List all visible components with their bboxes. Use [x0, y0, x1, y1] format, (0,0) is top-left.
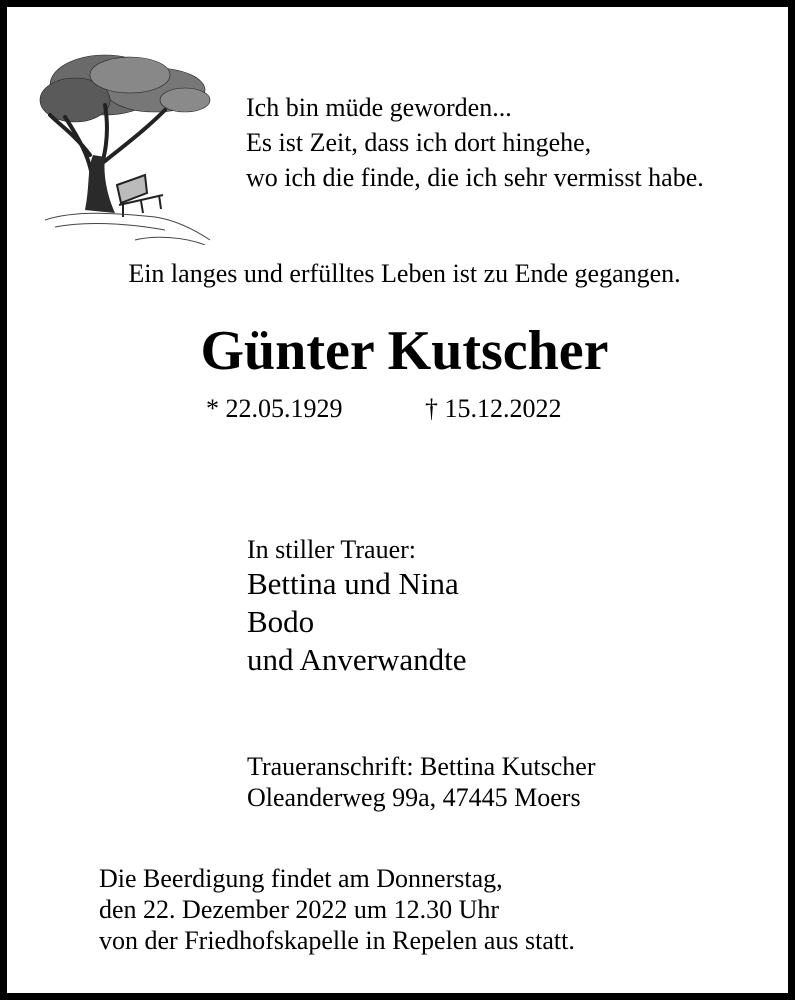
- address-line: Traueranschrift: Bettina Kutscher: [247, 752, 596, 781]
- poem: [246, 90, 704, 195]
- address-line: Oleanderweg 99a, 47445 Moers: [247, 783, 581, 812]
- poem-line: Ich bin müde geworden...: [246, 93, 512, 122]
- funeral-line: den 22. Dezember 2022 um 12.30 Uhr: [99, 895, 500, 924]
- funeral-line: von der Friedhofskapelle in Repelen aus statt.: [99, 926, 575, 955]
- birth-date: * 22.05.1929: [206, 394, 343, 423]
- death-date: † 15.12.2022: [425, 394, 562, 423]
- mourner-name: Bettina und Nina: [247, 566, 459, 601]
- mourning-label: In stiller Trauer:: [247, 535, 416, 564]
- tree-bench-illustration-icon: [35, 45, 215, 245]
- mourners-list: [247, 565, 467, 679]
- poem-line: Es ist Zeit, dass ich dort hingehe,: [246, 128, 592, 157]
- mourner-name: Bodo: [247, 604, 315, 639]
- mourning-address: [247, 751, 596, 813]
- funeral-info: [99, 863, 575, 956]
- poem-line: wo ich die finde, die ich sehr vermisst habe.: [246, 163, 704, 192]
- funeral-line: Die Beerdigung findet am Donnerstag,: [99, 864, 503, 893]
- mourner-name: und Anverwandte: [247, 642, 467, 677]
- intro-text: Ein langes und erfülltes Leben ist zu Ende gegangen.: [128, 259, 681, 288]
- deceased-name: Günter Kutscher: [200, 320, 609, 382]
